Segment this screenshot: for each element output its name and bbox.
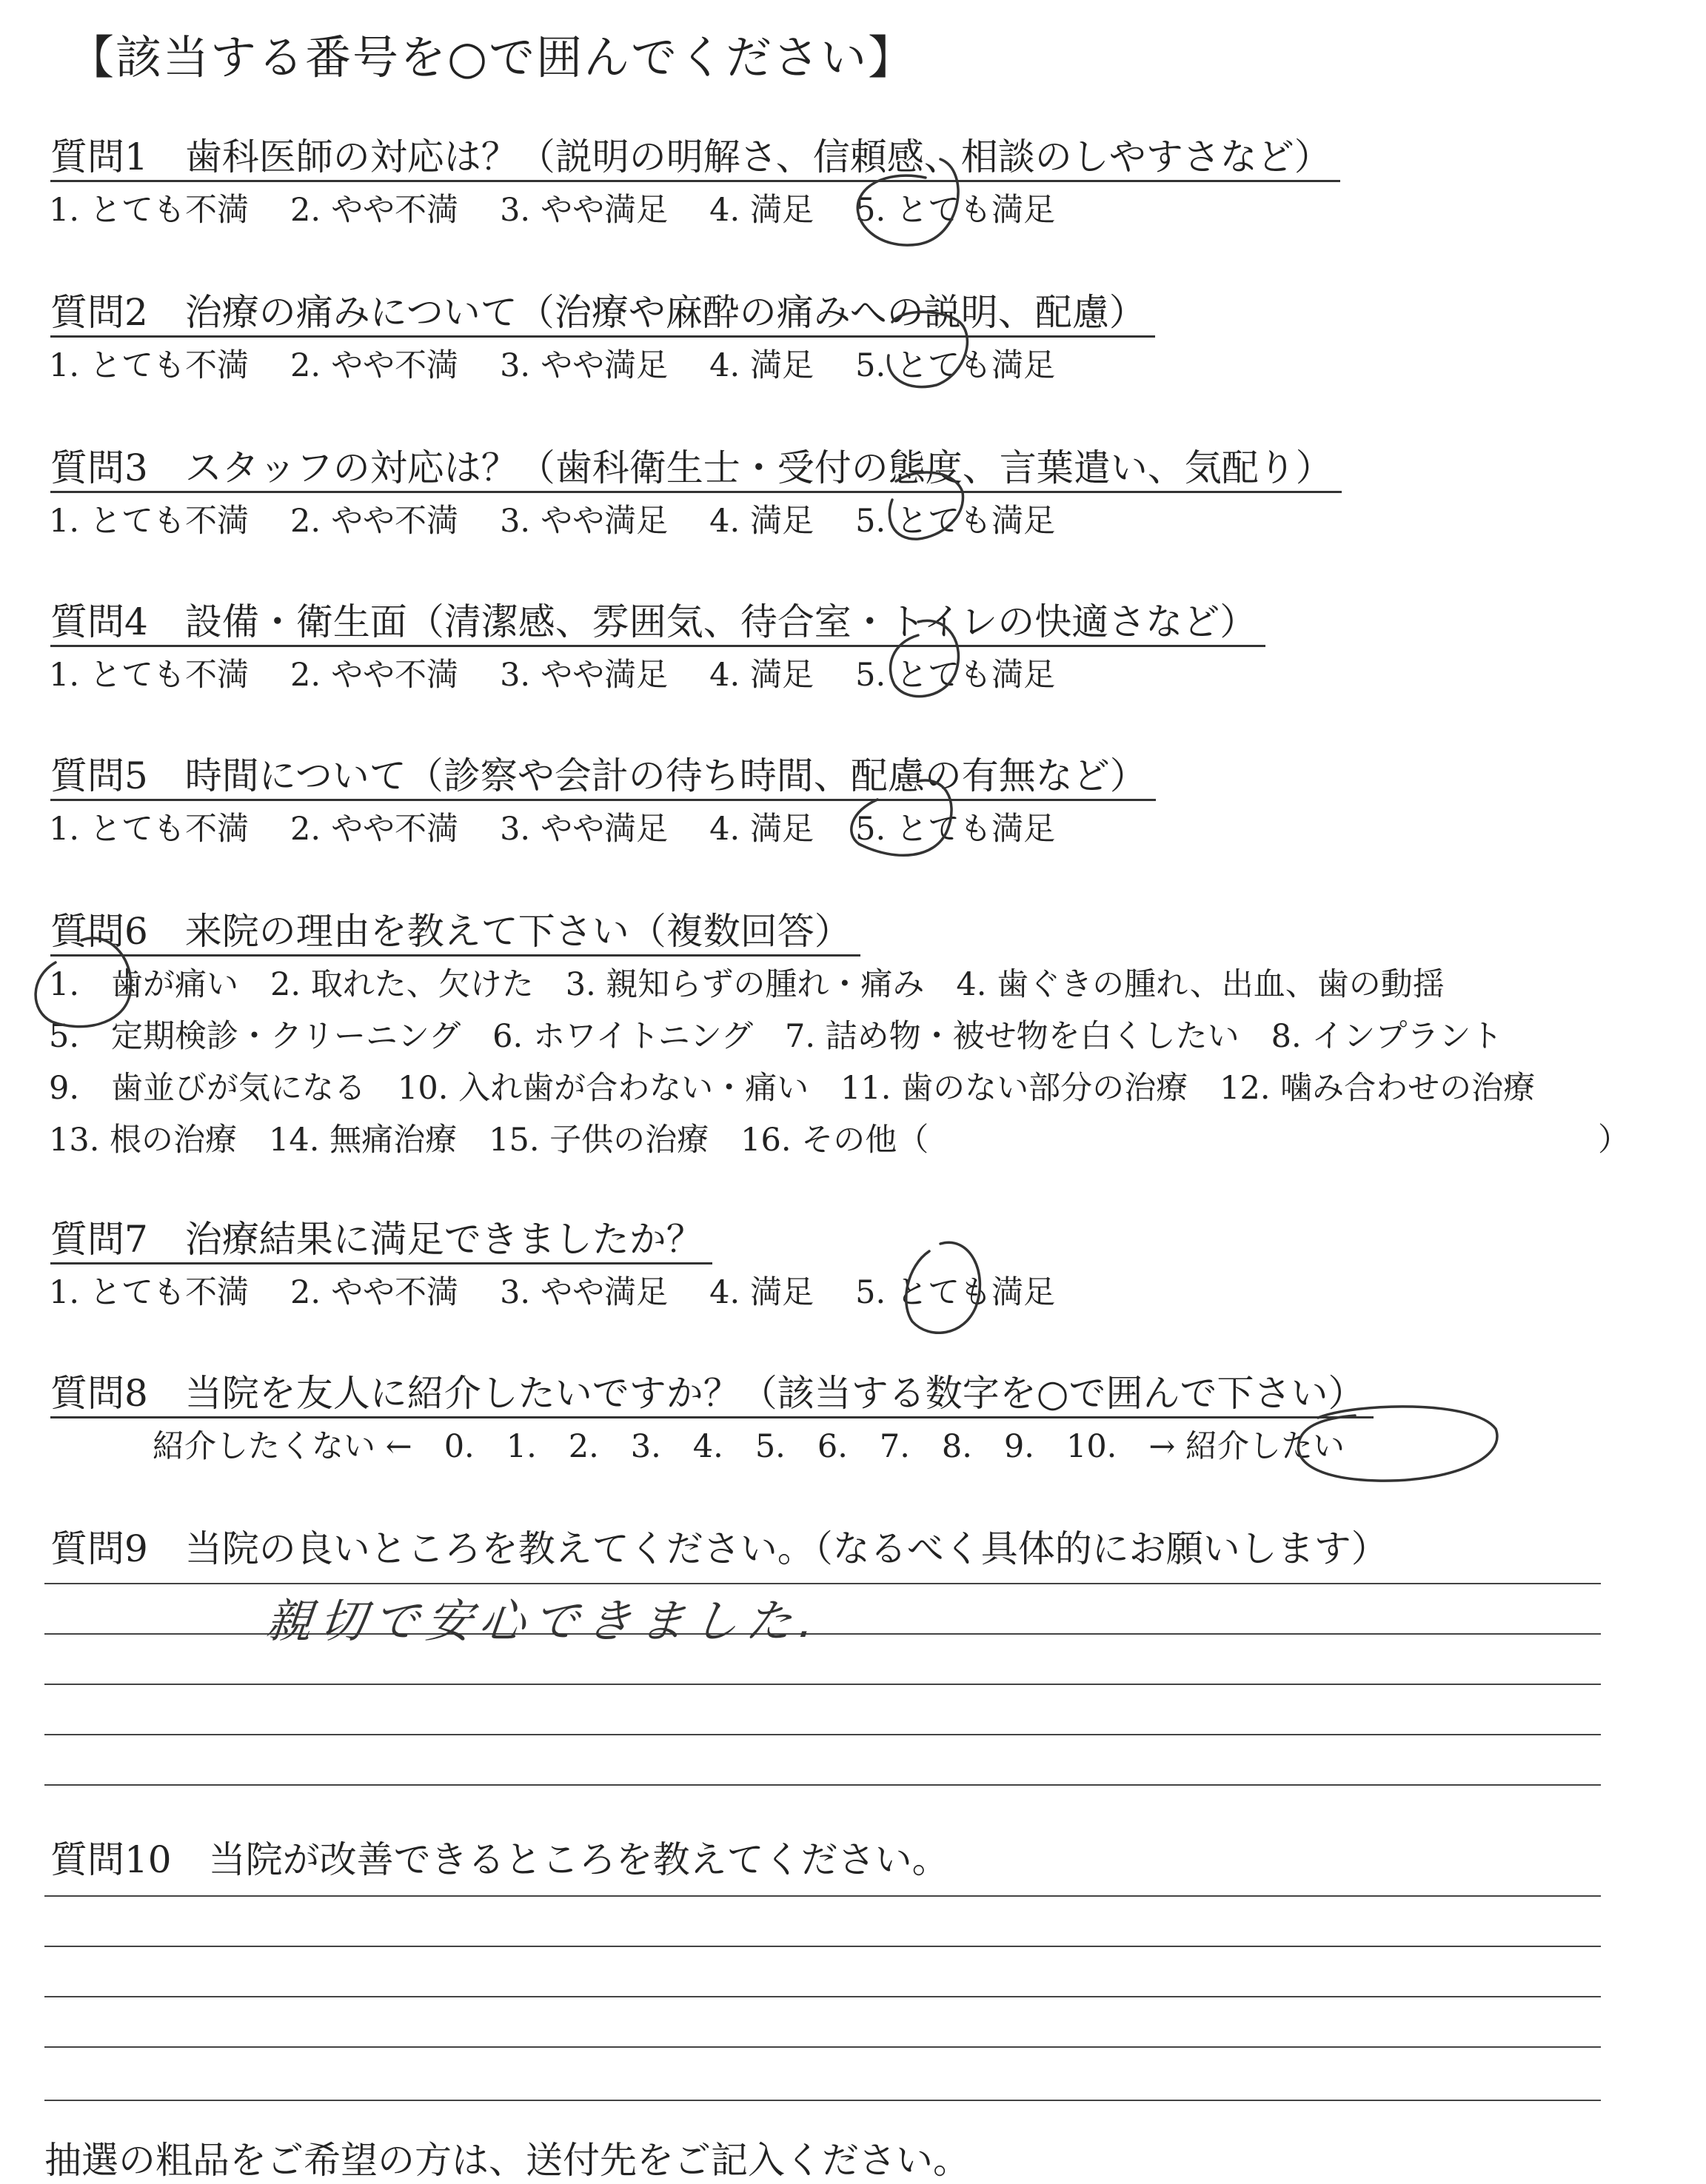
q10-line-2 [44,1946,1601,1947]
question-8 [50,1364,1374,1417]
question-4 [50,592,1265,646]
question-3-label: 質問3 スタッフの対応は？（歯科衛生士・受付の態度、言葉遣い、気配り） [50,446,1342,493]
q5-option-1[interactable]: 1. とても不満 [49,811,250,848]
q9-line-3 [44,1684,1601,1685]
q4-option-5[interactable]: 5. とても満足 [855,657,1056,694]
question-7 [50,1210,712,1263]
q10-line-4 [44,2046,1601,2048]
q2-option-5[interactable]: 5. とても満足 [855,347,1056,384]
question-2-options [49,341,1097,386]
q8-scale[interactable]: 紹介したくない ← 0. 1. 2. 3. 4. 5. 6. 7. 8. 9. 10. → 紹介したい [153,1428,1345,1465]
question-1-options [49,185,1097,230]
question-2 [50,283,1155,336]
q7-option-5[interactable]: 5. とても満足 [855,1274,1056,1311]
question-4-label: 質問4 設備・衛生面（清潔感、雰囲気、待合室・トイレの快適さなど） [50,600,1265,647]
question-6-label: 質問6 来院の理由を教えて下さい（複数回答） [50,910,860,957]
question-3-options [49,496,1097,541]
q7-option-4[interactable]: 4. 満足 [709,1274,814,1311]
q7-option-1[interactable]: 1. とても不満 [49,1274,250,1311]
q3-option-4[interactable]: 4. 満足 [709,503,814,540]
q2-option-3[interactable]: 3. やや満足 [500,347,669,384]
question-1 [50,127,1340,181]
q3-option-3[interactable]: 3. やや満足 [500,503,669,540]
q1-option-1[interactable]: 1. とても不満 [49,192,250,229]
question-3 [50,438,1342,492]
question-10-label: 質問10 当院が改善できるところを教えてください。 [50,1838,949,1881]
q1-option-4[interactable]: 4. 満足 [709,192,814,229]
q9-line-4 [44,1734,1601,1735]
q2-option-4[interactable]: 4. 満足 [709,347,814,384]
q7-option-3[interactable]: 3. やや満足 [500,1274,669,1311]
q1-option-5[interactable]: 5. とても満足 [855,192,1056,229]
q9-line-5 [44,1784,1601,1786]
q6-row-3[interactable]: 9. 歯並びが気になる 10. 入れ歯が合わない・痛い 11. 歯のない部分の治療 12. 噛み合わせの治療 [49,1070,1536,1107]
q2-option-2[interactable]: 2. やや不満 [290,347,459,384]
q9-handwritten-answer[interactable]: 親切で安心できました. [263,1594,825,1648]
q2-option-1[interactable]: 1. とても不満 [49,347,250,384]
q3-option-5[interactable]: 5. とても満足 [855,503,1056,540]
q5-option-5[interactable]: 5. とても満足 [855,811,1056,848]
question-5-options [49,804,1097,849]
question-9-label: 質問9 当院の良いところを教えてください。（なるべく具体的にお願いします） [50,1527,1388,1570]
q10-line-5 [44,2100,1601,2101]
q3-option-1[interactable]: 1. とても不満 [49,503,250,540]
q4-option-2[interactable]: 2. やや不満 [290,657,459,694]
q5-option-3[interactable]: 3. やや満足 [500,811,669,848]
question-7-label: 質問7 治療結果に満足できましたか？ [50,1218,712,1264]
page-title: 【該当する番号を○で囲んでください】 [68,30,916,84]
q6-row-2[interactable]: 5. 定期検診・クリーニング 6. ホワイトニング 7. 詰め物・被せ物を白くしたい 8. インプラント [49,1018,1503,1055]
q3-option-2[interactable]: 2. やや不満 [290,503,459,540]
question-5-label: 質問5 時間について（診察や会計の待ち時間、配慮の有無など） [50,754,1156,801]
question-1-label: 質問1 歯科医師の対応は？（説明の明解さ、信頼感、相談のしやすさなど） [50,135,1340,182]
question-4-options [49,650,1097,695]
question-10 [50,1830,949,1883]
q6-row-4[interactable]: 13. 根の治療 14. 無痛治療 15. 子供の治療 16. その他（ [49,1122,929,1159]
q10-line-1 [44,1895,1601,1897]
question-5 [50,746,1156,800]
q5-option-2[interactable]: 2. やや不満 [290,811,459,848]
q4-option-3[interactable]: 3. やや満足 [500,657,669,694]
q1-option-2[interactable]: 2. やや不満 [290,192,459,229]
q1-option-3[interactable]: 3. やや満足 [500,192,669,229]
question-6 [50,902,860,955]
footer-cut-text: 抽選の粗品をご希望の方は、送付先をご記入ください。 [44,2139,970,2182]
q7-option-2[interactable]: 2. やや不満 [290,1274,459,1311]
question-2-label: 質問2 治療の痛みについて（治療や麻酔の痛みへの説明、配慮） [50,291,1155,338]
question-7-options [49,1267,1097,1313]
q10-line-3 [44,1996,1601,1997]
q4-option-4[interactable]: 4. 満足 [709,657,814,694]
question-9 [50,1519,1388,1572]
q5-option-4[interactable]: 4. 満足 [709,811,814,848]
q4-option-1[interactable]: 1. とても不満 [49,657,250,694]
q6-other-close-paren: ） [1598,1122,1630,1159]
q6-row-1[interactable]: 1. 歯が痛い 2. 取れた、欠けた 3. 親知らずの腫れ・痛み 4. 歯ぐきの腫れ、出血、歯の動揺 [49,966,1445,1003]
question-8-label: 質問8 当院を友人に紹介したいですか？（該当する数字を○で囲んで下さい） [50,1372,1374,1418]
